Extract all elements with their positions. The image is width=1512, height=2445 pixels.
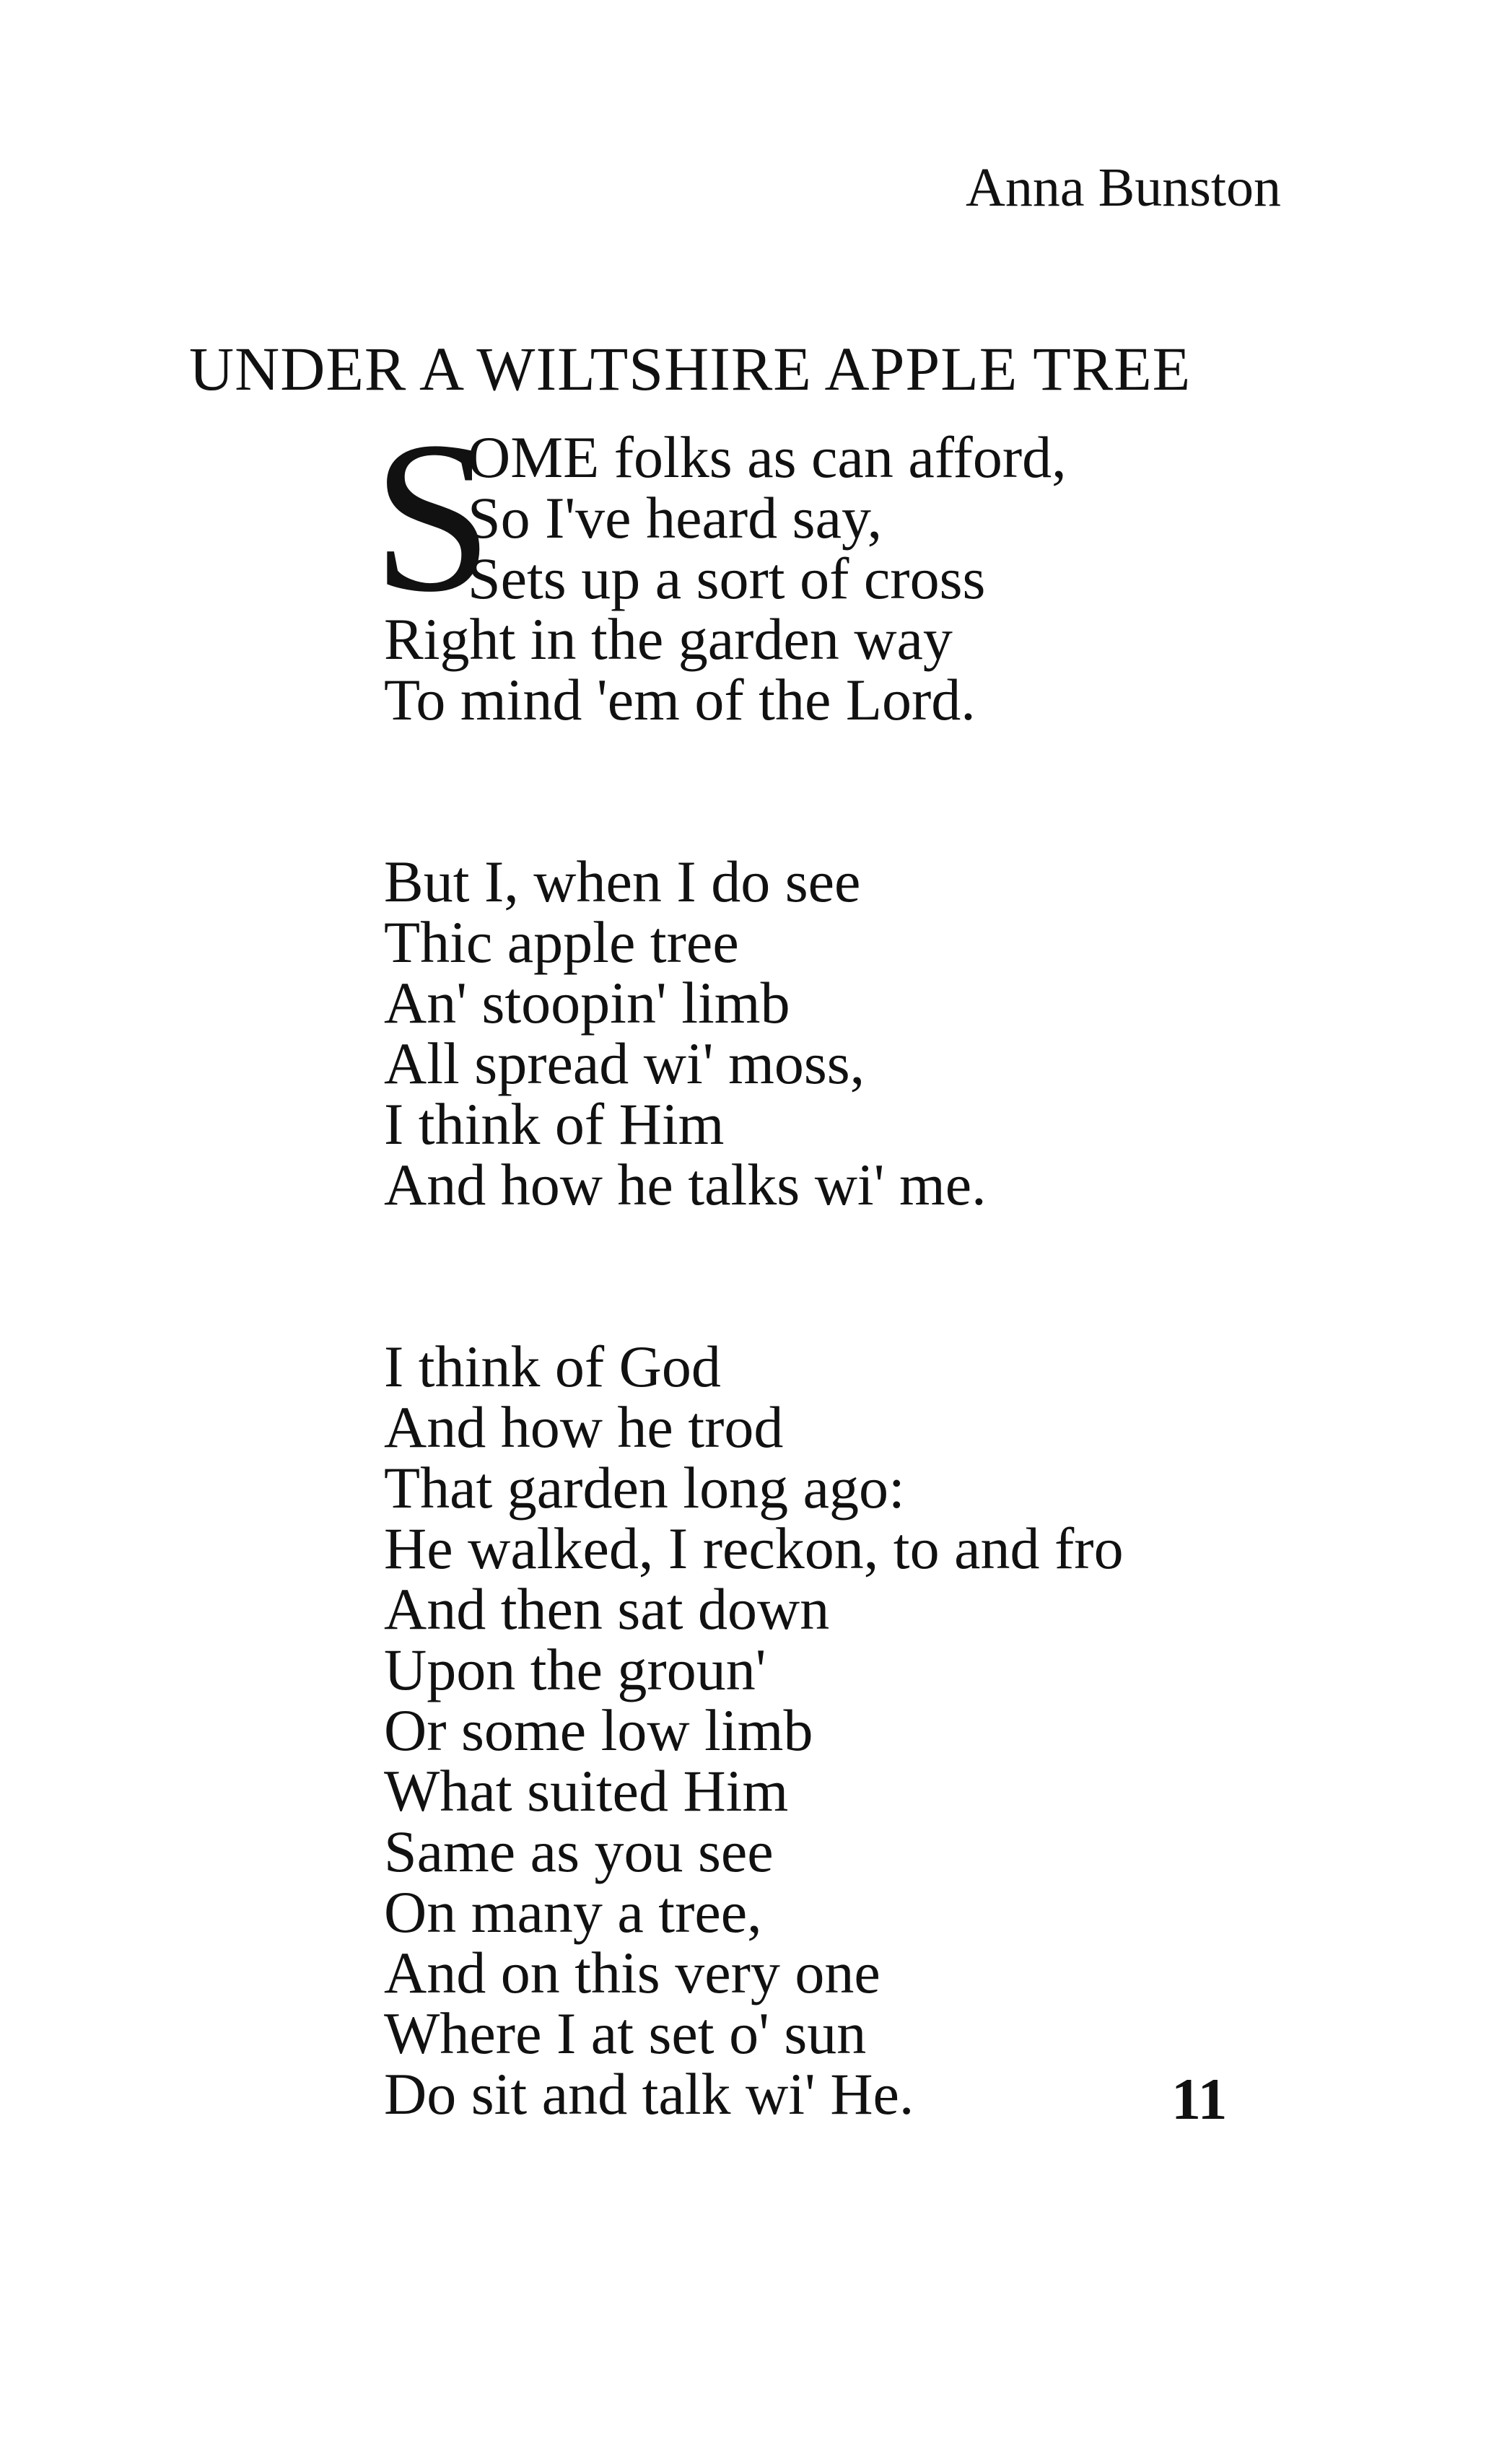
poem-line: Sets up a sort of cross xyxy=(468,546,986,611)
stanza-2 xyxy=(384,849,1322,1217)
poem-line: And on this very one xyxy=(384,1940,880,2006)
page-number: 11 xyxy=(1171,2066,1228,2132)
poem-line: So I've heard say, xyxy=(468,485,883,551)
poem-line: And how he talks wi' me. xyxy=(384,1152,987,1217)
poem-line: Or some low limb xyxy=(384,1697,813,1763)
poem-line: On many a tree, xyxy=(384,1879,762,1945)
drop-cap: S xyxy=(372,397,493,637)
poem-line: Where I at set o' sun xyxy=(384,2000,867,2066)
poem-line: Do sit and talk wi' He. xyxy=(384,2061,914,2127)
poem-line: I think of Him xyxy=(384,1091,725,1157)
poem-line: But I, when I do see xyxy=(384,849,861,914)
poem-line: That garden long ago: xyxy=(384,1455,905,1521)
poem-line: OME folks as can afford, xyxy=(468,424,1067,490)
poem-line: Same as you see xyxy=(384,1819,774,1884)
poem-line: Thic apple tree xyxy=(384,909,739,975)
poem-line: What suited Him xyxy=(384,1758,789,1824)
poem-line: All spread wi' moss, xyxy=(384,1031,865,1096)
poem-line: An' stoopin' limb xyxy=(384,970,790,1036)
poem-line: And how he trod xyxy=(384,1394,784,1460)
poem-line: And then sat down xyxy=(384,1576,830,1642)
poem-line: He walked, I reckon, to and fro xyxy=(384,1515,1124,1581)
poem-line: To mind 'em of the Lord. xyxy=(384,667,976,732)
stanza-3 xyxy=(384,1334,1322,2127)
poem-line: Right in the garden way xyxy=(384,606,953,672)
poem-title: UNDER A WILTSHIRE APPLE TREE xyxy=(189,334,1192,403)
running-header-author: Anna Bunston xyxy=(966,157,1281,218)
poem-body xyxy=(372,397,1322,2127)
poem-line: Upon the groun' xyxy=(384,1637,766,1702)
stanza-1 xyxy=(372,397,1322,732)
poem-line: I think of God xyxy=(384,1334,721,1399)
